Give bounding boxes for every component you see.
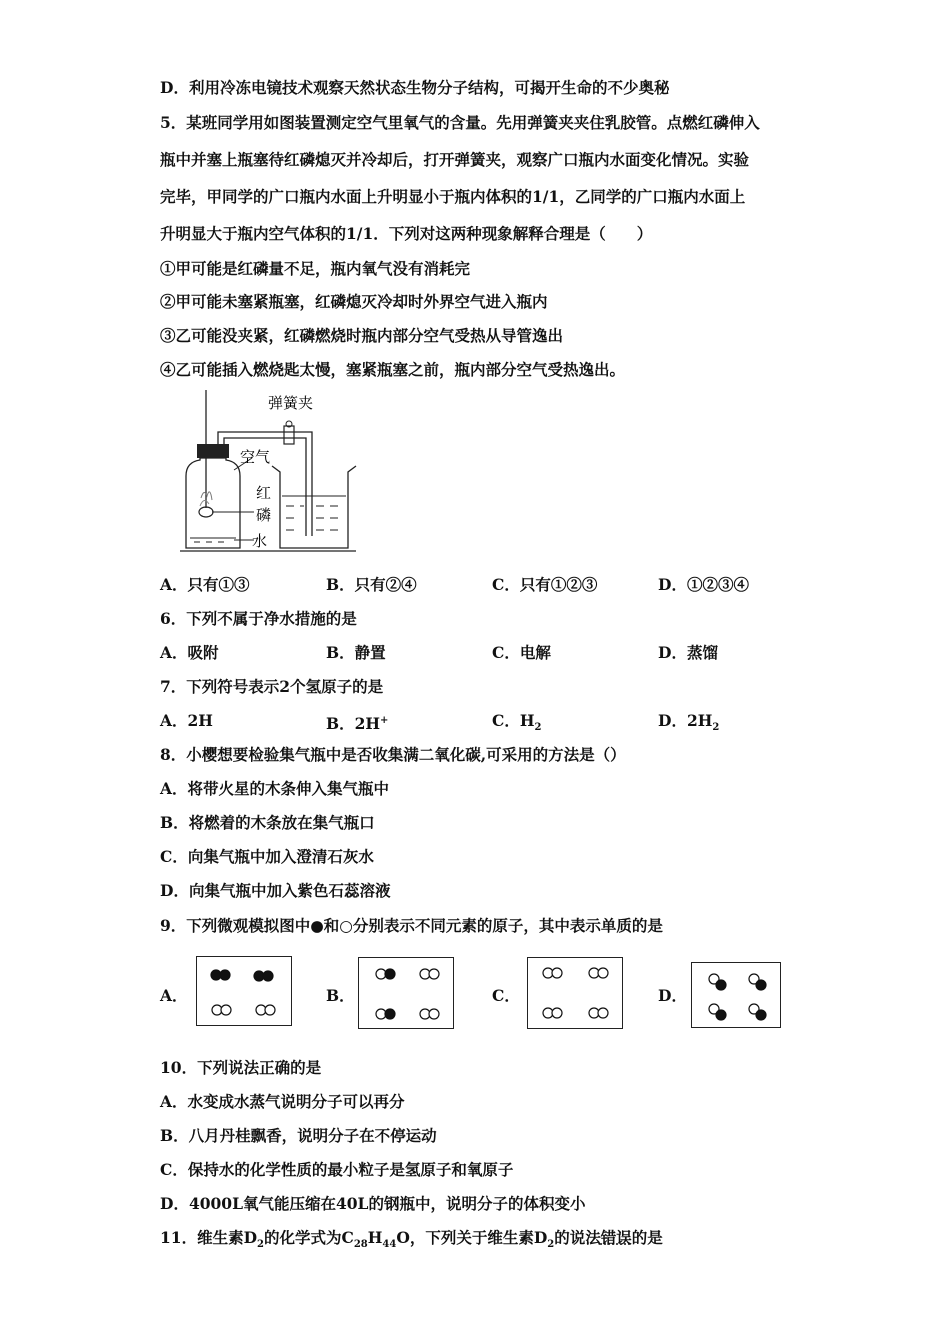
q8-option-c: C．向集气瓶中加入澄清石灰水 bbox=[160, 847, 374, 866]
q7-option-c-sub: 2 bbox=[534, 722, 542, 734]
q9-option-a-label: A． bbox=[160, 986, 188, 1005]
q11-part-1: 11．维生素D bbox=[160, 1228, 258, 1247]
q11-part-2: 的化学式为C bbox=[263, 1228, 354, 1247]
q7-option-b-text: B．2H bbox=[326, 714, 381, 734]
q5-option-c: C．只有①②③ bbox=[492, 575, 598, 594]
label-spring-clip: 弹簧夹 bbox=[268, 394, 314, 412]
q4-option-d: D．利用冷冻电镜技术观察天然状态生物分子结构，可揭开生命的不少奥秘 bbox=[160, 78, 670, 97]
q5-stem-line-1: 5．某班同学用如图装置测定空气里氧气的含量。先用弹簧夹夹住乳胶管。点燃红磷伸入 bbox=[160, 113, 760, 132]
q7-option-d-text: D．2H bbox=[658, 711, 713, 730]
q5-option-d: D．①②③④ bbox=[658, 575, 749, 594]
q11-part-3: H bbox=[367, 1228, 383, 1247]
q5-stem-line-4: 升明显大于瓶内空气体积的1/1．下列对这两种现象解释合理是（ ） bbox=[160, 224, 653, 243]
q9-stem: 9．下列微观模拟图中●和○分别表示不同元素的原子，其中表示单质的是 bbox=[160, 916, 663, 935]
q9-option-b-label: B． bbox=[326, 986, 355, 1005]
q8-stem: 8．小樱想要检验集气瓶中是否收集满二氧化碳,可采用的方法是（） bbox=[160, 745, 626, 764]
q7-option-c bbox=[492, 711, 541, 738]
q11-sub-2: 28 bbox=[353, 1239, 368, 1251]
q9-model-b bbox=[358, 957, 454, 1029]
q6-option-a: A．吸附 bbox=[160, 643, 219, 662]
q5-statement-4: ④乙可能插入燃烧匙太慢，塞紧瓶塞之前，瓶内部分空气受热逸出。 bbox=[160, 360, 626, 379]
q11-part-5: 的说法 bbox=[554, 1228, 601, 1247]
q5-option-b: B．只有②④ bbox=[326, 575, 417, 594]
q11-part-6: 的是 bbox=[631, 1228, 663, 1247]
q11-sub-1: 2 bbox=[257, 1239, 264, 1251]
q6-option-b: B．静置 bbox=[326, 643, 386, 662]
q11-sub-4: 2 bbox=[547, 1239, 555, 1251]
q5-stem-line-2: 瓶中并塞上瓶塞待红磷熄灭并冷却后，打开弹簧夹，观察广口瓶内水面变化情况。实验 bbox=[160, 150, 750, 169]
q11-emphasis: 错误 bbox=[600, 1228, 632, 1247]
q7-option-b-sup: + bbox=[380, 715, 389, 726]
q10-option-c: C．保持水的化学性质的最小粒子是氢原子和氧原子 bbox=[160, 1160, 514, 1179]
q5-statement-2: ②甲可能未塞紧瓶塞，红磷熄灭冷却时外界空气进入瓶内 bbox=[160, 292, 548, 311]
q9-model-c bbox=[527, 957, 623, 1029]
q9-option-d-label: D． bbox=[658, 986, 687, 1005]
q5-option-a: A．只有①③ bbox=[160, 575, 250, 594]
q5-statement-3: ③乙可能没夹紧，红磷燃烧时瓶内部分空气受热从导管逸出 bbox=[160, 326, 564, 345]
q6-stem: 6．下列不属于净水措施的是 bbox=[160, 609, 357, 628]
label-red: 红 bbox=[256, 484, 272, 502]
q7-stem: 7．下列符号表示2个氢原子的是 bbox=[160, 677, 384, 696]
q9-model-d bbox=[691, 962, 781, 1028]
q11-part-4: O，下列关于维生素D bbox=[396, 1228, 548, 1247]
q5-stem-line-3: 完毕，甲同学的广口瓶内水面上升明显小于瓶内体积的1/1，乙同学的广口瓶内水面上 bbox=[160, 187, 746, 206]
q9-option-c-label: C． bbox=[492, 986, 520, 1005]
label-phosphorus: 磷 bbox=[256, 506, 272, 524]
q11-stem bbox=[160, 1228, 663, 1255]
q7-option-a: A．2H bbox=[160, 711, 213, 730]
q7-option-d bbox=[658, 711, 719, 738]
q10-option-a: A．水变成水蒸气说明分子可以再分 bbox=[160, 1092, 405, 1111]
q7-option-c-text: C．H bbox=[492, 711, 535, 730]
q8-option-d: D．向集气瓶中加入紫色石蕊溶液 bbox=[160, 881, 391, 900]
label-air: 空气 bbox=[240, 448, 271, 466]
q10-option-d: D．4000L氧气能压缩在40L的钢瓶中，说明分子的体积变小 bbox=[160, 1194, 586, 1213]
q10-stem: 10．下列说法正确的是 bbox=[160, 1058, 322, 1077]
q7-option-d-sub: 2 bbox=[712, 722, 720, 734]
q7-option-b bbox=[326, 711, 388, 734]
q10-option-b: B．八月丹桂飘香，说明分子在不停运动 bbox=[160, 1126, 437, 1145]
q5-statement-1: ①甲可能是红磷量不足，瓶内氧气没有消耗完 bbox=[160, 259, 471, 278]
apparatus-figure bbox=[176, 388, 366, 558]
q9-model-a bbox=[196, 956, 292, 1026]
q8-option-b: B．将燃着的木条放在集气瓶口 bbox=[160, 813, 375, 832]
q6-option-d: D．蒸馏 bbox=[658, 643, 718, 662]
q6-option-c: C．电解 bbox=[492, 643, 551, 662]
q11-sub-3: 44 bbox=[382, 1239, 397, 1251]
q8-option-a: A．将带火星的木条伸入集气瓶中 bbox=[160, 779, 390, 798]
label-water: 水 bbox=[252, 532, 268, 550]
